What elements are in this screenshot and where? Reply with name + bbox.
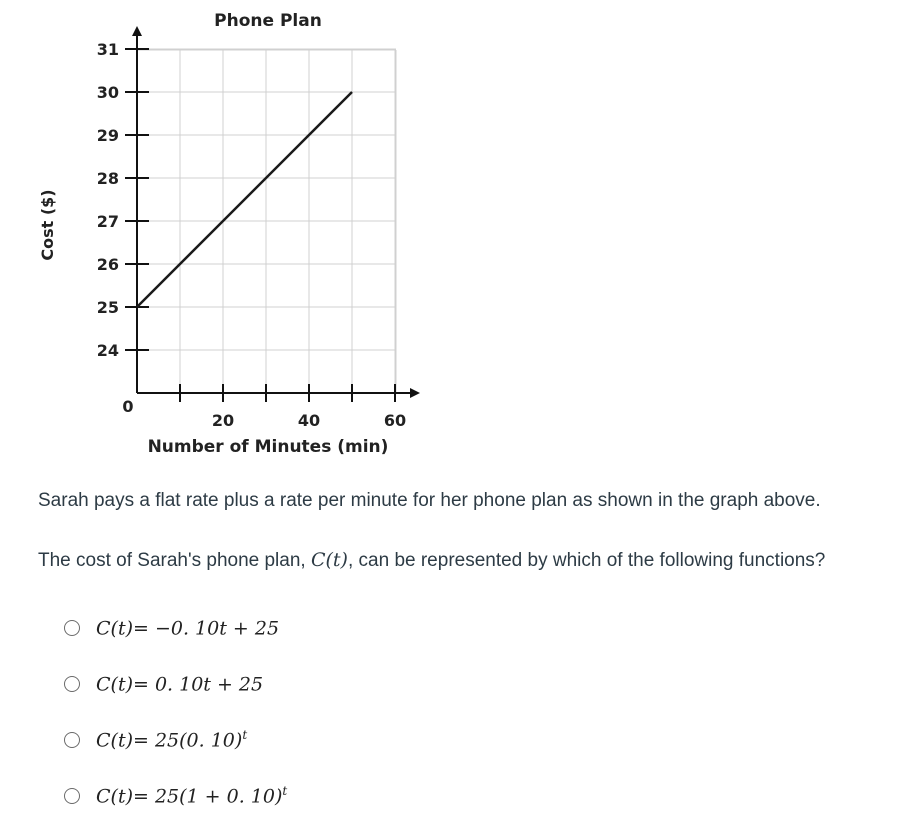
answer-option-d-text[interactable]: C(t)= 25(1 + 0. 10)$^t$ <box>96 784 288 808</box>
question-prompt-math: C(t) <box>310 549 348 571</box>
y-tick-label: 24 <box>96 341 119 360</box>
question-prompt-pre: The cost of Sarah's phone plan, <box>38 550 311 571</box>
answer-option-c[interactable] <box>64 712 287 768</box>
question-prompt-post: , can be represented by which of the following functions? <box>347 550 826 571</box>
origin-label: 0 <box>122 397 134 416</box>
y-tick-label: 30 <box>96 83 119 102</box>
y-tick-label: 29 <box>96 126 119 145</box>
answer-option-b[interactable] <box>64 656 287 712</box>
question-prompt <box>38 549 825 572</box>
y-tick-label: 31 <box>96 40 119 59</box>
answer-option-b-text[interactable]: C(t)= 0. 10t + 25 <box>96 673 264 696</box>
radio-button-d[interactable] <box>64 788 80 804</box>
y-axis-label: Cost ($) <box>38 189 57 261</box>
series-line-cost <box>137 92 352 307</box>
x-tick-label: 20 <box>211 411 235 430</box>
y-axis-arrow-icon <box>132 26 142 36</box>
radio-button-a[interactable] <box>64 620 80 636</box>
x-axis-label: Number of Minutes (min) <box>147 437 389 457</box>
x-tick-label: 40 <box>297 411 321 430</box>
y-tick-label: 28 <box>96 169 119 188</box>
answer-options <box>64 600 287 824</box>
radio-button-b[interactable] <box>64 676 80 692</box>
answer-option-c-text[interactable]: C(t)= 25(0. 10)$^t$ <box>96 728 248 752</box>
answer-option-d[interactable] <box>64 768 287 824</box>
answer-option-a[interactable] <box>64 600 287 656</box>
question-intro: Sarah pays a flat rate plus a rate per minute for her phone plan as shown in the graph above. <box>38 490 821 511</box>
radio-button-c[interactable] <box>64 732 80 748</box>
x-tick-label: 60 <box>383 411 407 430</box>
y-tick-label: 26 <box>96 255 119 274</box>
answer-option-a-text[interactable]: C(t)= −0. 10t + 25 <box>96 617 280 640</box>
x-axis-arrow-icon <box>410 388 420 398</box>
y-tick-label: 25 <box>96 298 119 317</box>
chart-title: Phone Plan <box>214 11 322 31</box>
y-tick-label: 27 <box>96 212 119 231</box>
